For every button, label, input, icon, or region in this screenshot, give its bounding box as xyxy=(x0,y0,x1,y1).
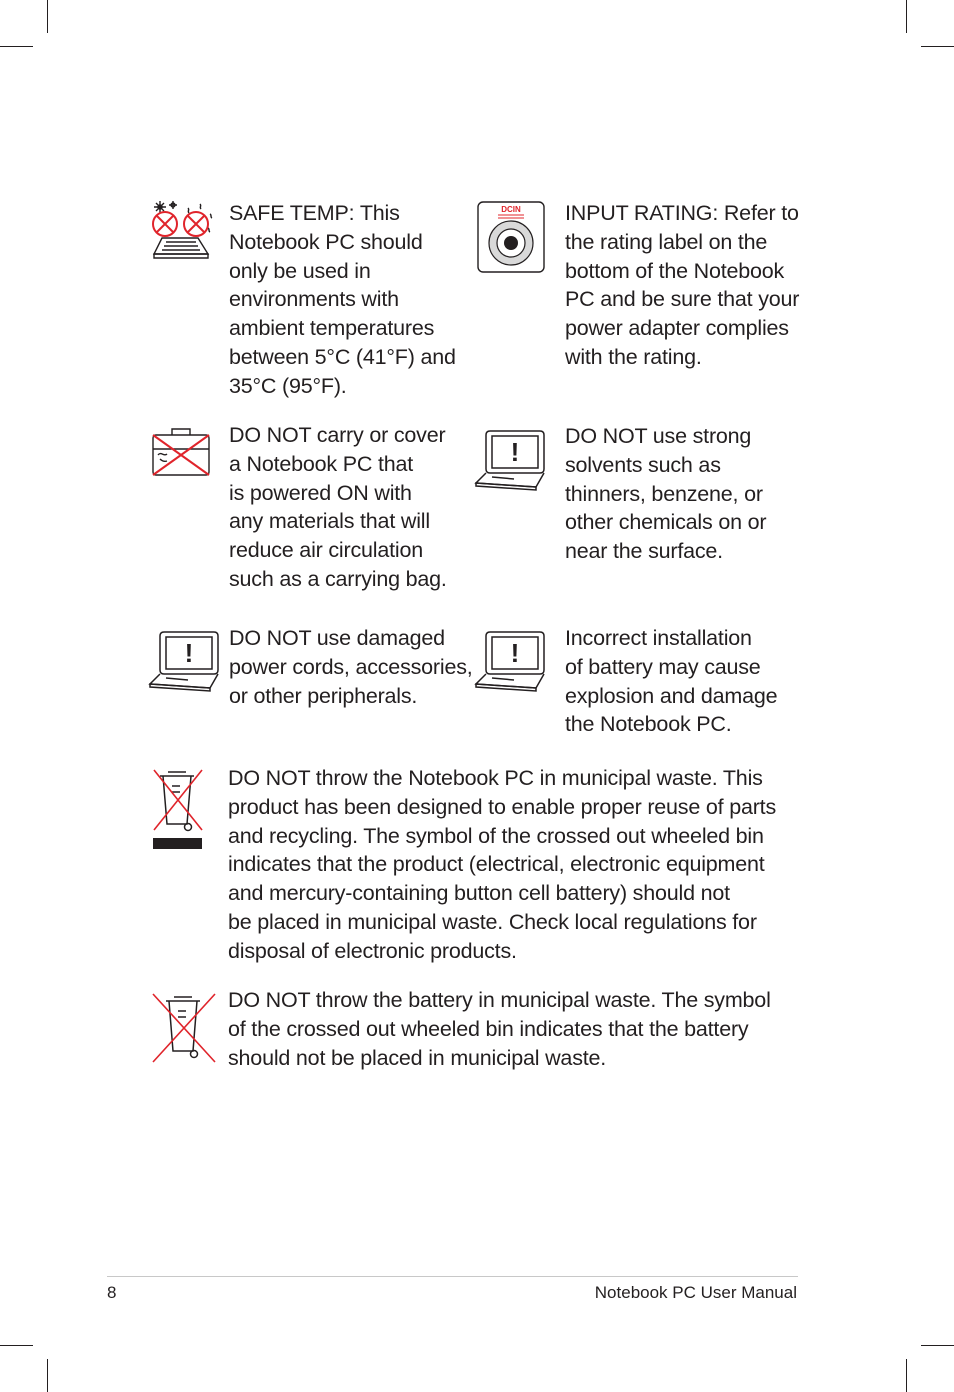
crop-mark xyxy=(0,46,33,47)
crop-mark xyxy=(921,1345,954,1346)
input-rating-notice: INPUT RATING: Refer to the rating label on the bottom of the Notebook PC and be sure that your power adapter complies with the rating. xyxy=(565,201,800,369)
exclamation-mark: ! xyxy=(510,638,520,668)
no-damaged-notice: DO NOT use damaged power cords, accessories, or other peripherals. xyxy=(229,626,473,708)
crossed-wheeled-bin-icon xyxy=(150,991,218,1065)
no-municipal-battery-notice: DO NOT throw the battery in municipal waste. The symbol of the crossed out wheeled bin indicates that the battery should not be placed in municipal waste. xyxy=(228,988,771,1070)
laptop-warning-icon xyxy=(474,427,548,491)
page-number: 8 xyxy=(107,1283,117,1302)
crop-mark xyxy=(906,0,907,33)
no-municipal-pc-notice: DO NOT throw the Notebook PC in municipal waste. This product has been designed to enable proper reuse of parts and recycling. The symbol of the crossed out wheeled bin indicates that the product (electrical, electronic equipment and mercury-containing button cell battery) should not be placed in municipal waste. Check local regulations for disposal of electronic products. xyxy=(228,766,776,963)
crop-mark xyxy=(0,1345,33,1346)
dc-label: DCIN xyxy=(501,205,521,214)
safe-temp-notice: SAFE TEMP: This Notebook PC should only be used in environments with ambient temperatures between 5°C (41°F) and 35°C (95°F). xyxy=(229,201,456,398)
manual-title: Notebook PC User Manual xyxy=(594,1283,797,1302)
crop-mark xyxy=(906,1359,907,1392)
crossed-wheeled-bin-icon xyxy=(150,766,206,850)
laptop-warning-icon xyxy=(474,628,548,692)
crop-mark xyxy=(47,0,48,33)
no-cover-notice: DO NOT carry or cover a Notebook PC that is powered ON with any materials that will reduce air circulation such as a carrying bag. xyxy=(229,423,447,591)
crop-mark xyxy=(921,46,954,47)
no-carrying-bag-icon xyxy=(150,425,212,479)
exclamation-mark: ! xyxy=(510,437,520,467)
laptop-warning-icon xyxy=(148,628,222,692)
battery-install-notice: Incorrect installation of battery may cause explosion and damage the Notebook PC. xyxy=(565,626,778,737)
safe-temp-icon xyxy=(150,198,220,264)
dc-input-icon xyxy=(476,200,546,274)
exclamation-mark: ! xyxy=(184,638,194,668)
no-solvents-notice: DO NOT use strong solvents such as thinners, benzene, or other chemicals on or near the surface. xyxy=(565,424,767,564)
footer-rule xyxy=(107,1276,798,1277)
crop-mark xyxy=(47,1359,48,1392)
